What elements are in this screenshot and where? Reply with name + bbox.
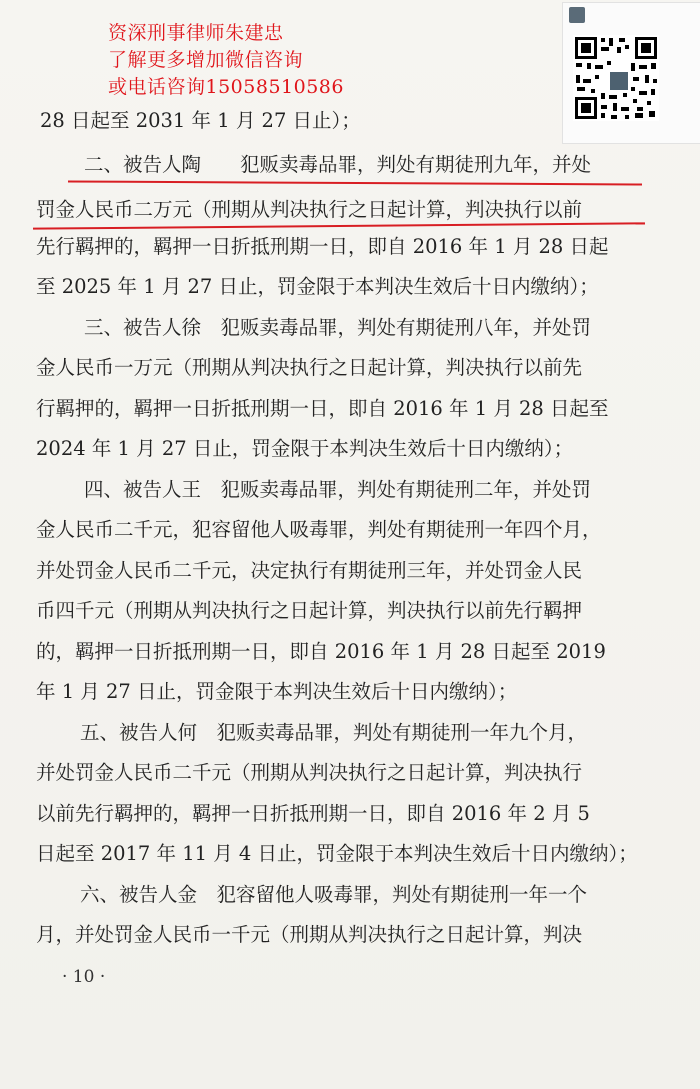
text-line-5: 至 2025 年 1 月 27 日止，罚金限于本判决生效后十日内缴纳）； <box>36 275 599 298</box>
text-line-16: 五、被告人何 犯贩卖毒品罪，判处有期徒刑一年九个月， <box>80 721 588 744</box>
text-line-8: 行羁押的，羁押一日折抵刑期一日，即自 2016 年 1 月 28 日起至 <box>36 397 609 420</box>
overlay-line-2: 了解更多增加微信咨询 <box>108 49 304 71</box>
text-line-6: 三、被告人徐 犯贩卖毒品罪，判处有期徒刑八年，并处罚 <box>84 316 592 339</box>
text-line-19: 日起至 2017 年 11 月 4 日止，罚金限于本判决生效后十日内缴纳）； <box>36 842 638 865</box>
text-line-1: 28 日起至 2031 年 1 月 27 日止）； <box>40 109 361 132</box>
overlay-line-1: 资深刑事律师朱建忠 <box>108 22 284 44</box>
text-line-14: 的，羁押一日折抵刑期一日，即自 2016 年 1 月 28 日起至 2019 <box>36 640 606 663</box>
avatar <box>569 7 585 23</box>
text-line-10: 四、被告人王 犯贩卖毒品罪，判处有期徒刑二年，并处罚 <box>84 478 592 501</box>
text-line-18: 以前先行羁押的，羁押一日折抵刑期一日，即自 2016 年 2 月 5 <box>36 802 590 825</box>
text-line-15: 年 1 月 27 日止，罚金限于本判决生效后十日内缴纳）； <box>36 680 518 703</box>
wechat-card <box>562 2 700 144</box>
lawyer-contact-overlay <box>108 20 344 101</box>
text-line-2: 二、被告人陶 犯贩卖毒品罪，判处有期徒刑九年，并处 <box>84 153 592 176</box>
overlay-line-3: 或电话咨询15058510586 <box>108 76 344 98</box>
text-line-7: 金人民币一万元（刑期从判决执行之日起计算，判决执行以前先 <box>36 356 583 379</box>
text-line-9: 2024 年 1 月 27 日止，罚金限于本判决生效后十日内缴纳）； <box>36 437 574 460</box>
qr-code[interactable] <box>573 35 659 121</box>
text-line-3: 罚金人民币二万元（刑期从判决执行之日起计算，判决执行以前 <box>36 198 583 221</box>
text-line-17: 并处罚金人民币二千元（刑期从判决执行之日起计算，判决执行 <box>36 761 583 784</box>
text-line-13: 币四千元（刑期从判决执行之日起计算，判决执行以前先行羁押 <box>36 599 583 622</box>
text-line-12: 并处罚金人民币二千元，决定执行有期徒刑三年，并处罚金人民 <box>36 559 583 582</box>
qr-avatar-logo <box>608 70 630 92</box>
text-line-21: 月，并处罚金人民币一千元（刑期从判决执行之日起计算，判决 <box>36 923 583 946</box>
text-line-11: 金人民币二千元，犯容留他人吸毒罪，判处有期徒刑一年四个月， <box>36 518 602 541</box>
text-line-4: 先行羁押的，羁押一日折抵刑期一日，即自 2016 年 1 月 28 日起 <box>36 235 609 258</box>
page-number: · 10 · <box>62 967 106 987</box>
text-line-20: 六、被告人金 犯容留他人吸毒罪，判处有期徒刑一年一个 <box>80 883 588 906</box>
